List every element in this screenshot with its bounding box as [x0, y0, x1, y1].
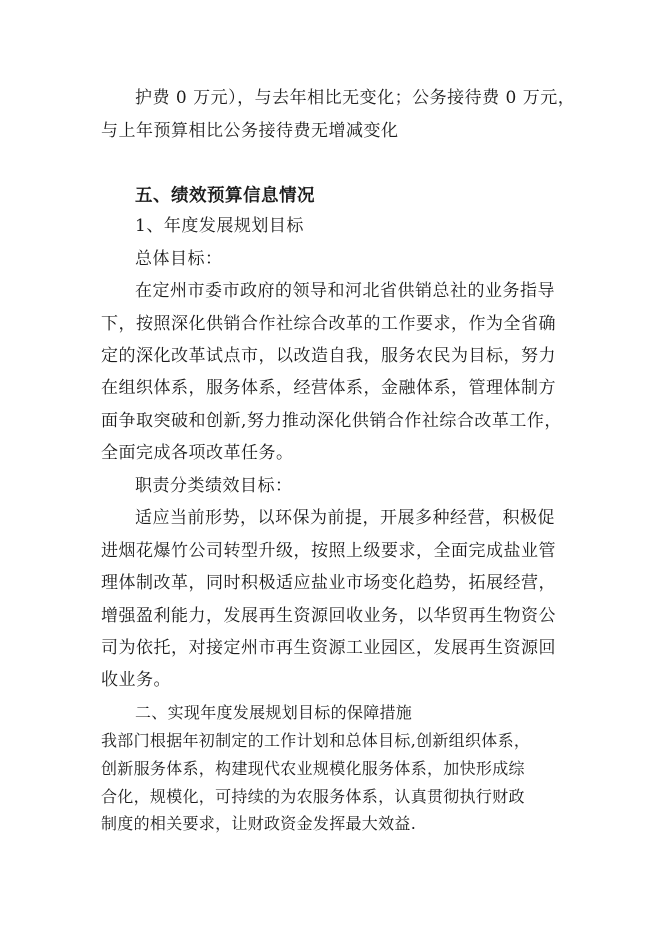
text-line: 制度的相关要求，让财政资金发挥最大效益.	[101, 814, 417, 833]
text-line: 定的深化改革试点市，以改造自我，服务农民为目标，努力	[101, 346, 556, 366]
subsection-heading: 1、年度发展规划目标	[135, 216, 304, 236]
text-line: 进烟花爆竹公司转型升级，按照上级要求，全面完成盐业管	[101, 541, 556, 561]
section-heading: 五、绩效预算信息情况	[135, 186, 315, 206]
text-line: 面争取突破和创新,努力推动深化供销合作社综合改革工作，	[101, 411, 562, 431]
text-line: 合化，规模化，可持续的为农服务体系，认真贯彻执行财政	[101, 787, 525, 806]
text-line: 收业务。	[101, 670, 171, 690]
subsection-heading: 二、实现年度发展规划目标的保障措施	[135, 703, 413, 722]
text-line: 护费 0 万元），与去年相比无变化；公务接待费 0 万元，	[135, 88, 576, 108]
text-line: 增强盈利能力，发展再生资源回收业务，以华贸再生物资公	[101, 606, 556, 626]
text-line: 与上年预算相比公务接待费无增减变化	[101, 121, 399, 141]
text-line: 下，按照深化供销合作社综合改革的工作要求，作为全省确	[101, 314, 556, 334]
text-line: 适应当前形势，以环保为前提，开展多种经营，积极促	[135, 508, 555, 528]
paragraph-label: 总体目标：	[135, 249, 223, 269]
paragraph-label: 职责分类绩效目标：	[135, 476, 293, 496]
text-line: 在组织体系，服务体系，经营体系，金融体系，管理体制方	[101, 378, 556, 398]
text-line: 创新服务体系，构建现代农业规模化服务体系，加快形成综	[101, 759, 525, 778]
text-line: 在定州市委市政府的领导和河北省供销总社的业务指导	[135, 281, 555, 301]
text-line: 我部门根据年初制定的工作计划和总体目标,创新组织体系，	[101, 731, 531, 750]
text-line: 司为依托，对接定州市再生资源工业园区，发展再生资源回	[101, 638, 556, 658]
text-line: 理体制改革，同时积极适应盐业市场变化趋势，拓展经营，	[101, 573, 556, 593]
text-line: 全面完成各项改革任务。	[101, 443, 294, 463]
